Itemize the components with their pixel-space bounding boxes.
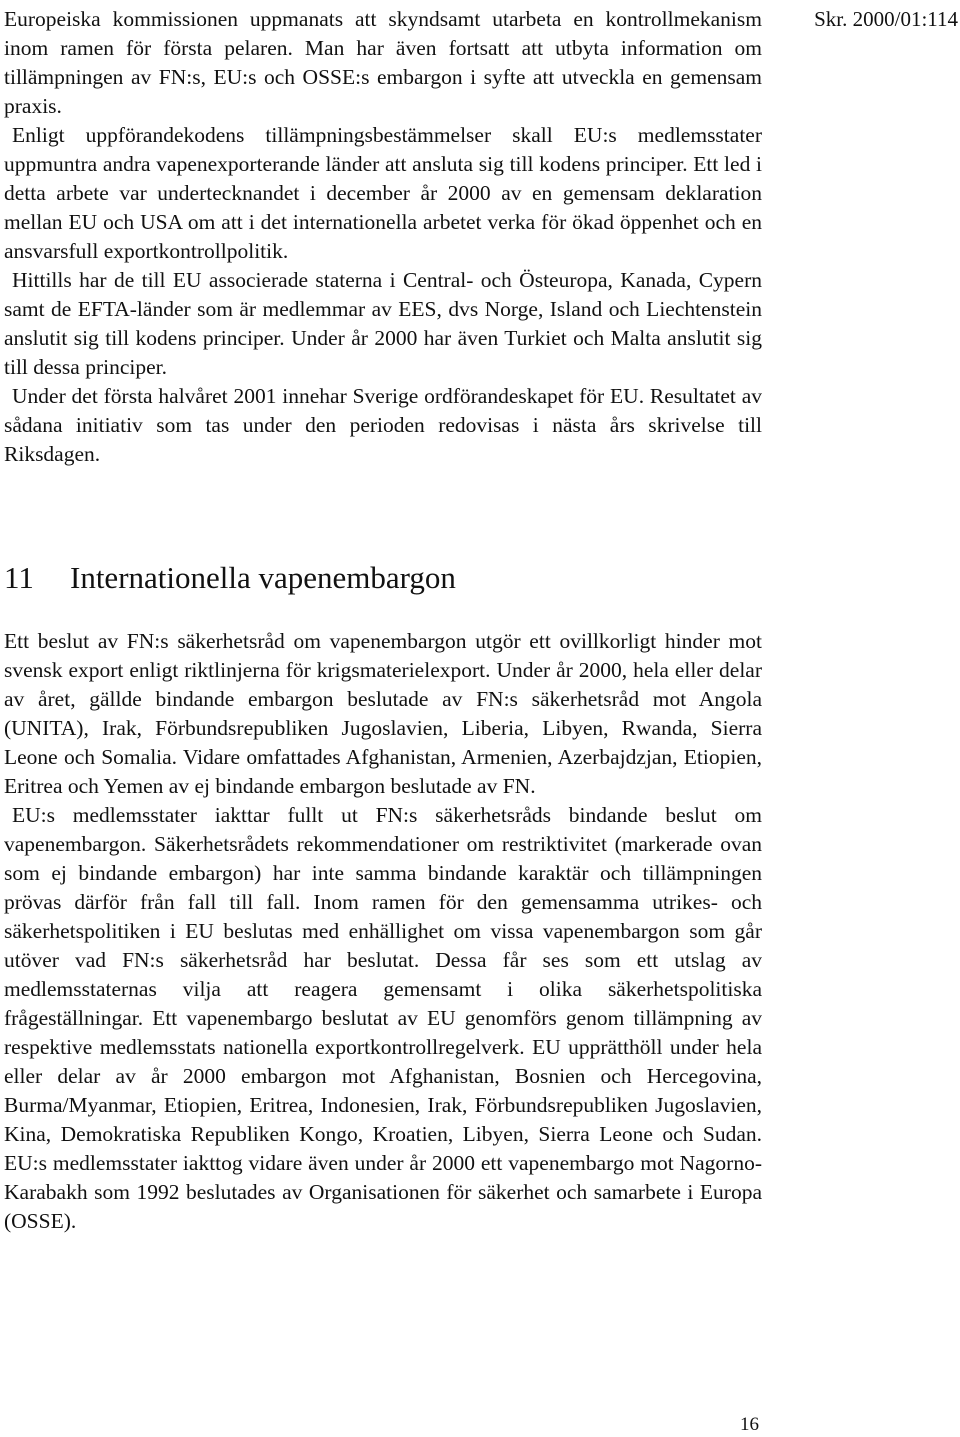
section-number: 11 xyxy=(4,560,34,595)
document-reference: Skr. 2000/01:114 xyxy=(814,7,958,31)
body-text-upper xyxy=(4,5,762,469)
body-text-lower xyxy=(4,627,762,1236)
paragraph: Ett beslut av FN:s säkerhetsråd om vapenembargon utgör ett ovillkorligt hinder mot svensk export enligt riktlinjerna för krigsmaterielexport. Under år 2000, hela eller delar av året, gällde bindande embargon beslutade av FN:s säkerhetsråd mot Angola (UNITA), Irak, Förbundsrepubliken Jugoslavien, Liberia, Libyen, Rwanda, Sierra Leone och Somalia. Vidare omfattades Afghanistan, Armenien, Azerbajdzjan, Etiopien, Eritrea och Yemen av ej bindande embargon beslutade av FN. xyxy=(4,629,762,798)
paragraph: Hittills har de till EU associerade staterna i Central- och Östeuropa, Kanada, Cypern samt de EFTA-länder som är medlemmar av EES, dvs Norge, Island och Liechtenstein anslutit sig till kodens principer. Under år 2000 har även Turkiet och Malta anslutit sig till dessa principer. xyxy=(4,268,762,379)
section-heading xyxy=(4,556,456,600)
paragraph: EU:s medlemsstater iakttar fullt ut FN:s säkerhetsråds bindande beslut om vapenembargon. Säkerhetsrådets rekommendationer om restriktivitet (markerade ovan som ej bindande embargon) har inte samma bindande karaktär och tillämpningen prövas därför från fall till fall. Inom ramen för den gemensamma utrikes- och säkerhetspolitiken i EU beslutas med enhällighet om vissa vapenembargon som går utöver vad FN:s säkerhetsråd har beslutat. Dessa får ses som ett utslag av medlemsstaternas vilja att reagera gemensamt i olika säkerhetspolitiska frågeställningar. Ett vapenembargo beslutat av EU genomförs genom tillämpning av respektive medlemsstats nationella exportkontrollregelverk. EU upprätthöll under hela eller delar av år 2000 embargon mot Afghanistan, Bosnien och Hercegovina, Burma/Myanmar, Etiopien, Eritrea, Indonesien, Irak, Förbundsrepubliken Jugoslavien, Kina, Demokratiska Republiken Kongo, Kroatien, Libyen, Sierra Leone och Sudan. EU:s medlemsstater iakttog vidare även under år 2000 ett vapenembargo mot Nagorno-Karabakh som 1992 beslutades av Organisationen för säkerhet och samarbete i Europa (OSSE). xyxy=(4,803,762,1233)
paragraph: Europeiska kommissionen uppmanats att skyndsamt utarbeta en kontrollmekanism inom ramen för första pelaren. Man har även fortsatt att utbyta information om tillämpningen av FN:s, EU:s och OSSE:s embargon i syfte att utveckla en gemensam praxis. xyxy=(4,7,762,118)
paragraph: Under det första halvåret 2001 innehar Sverige ordförandeskapet för EU. Resultatet av sådana initiativ som tas under den perioden redovisas i nästa års skrivelse till Riksdagen. xyxy=(4,384,762,466)
page-number: 16 xyxy=(740,1414,759,1435)
paragraph: Enligt uppförandekodens tillämpningsbestämmelser skall EU:s medlemsstater uppmuntra andra vapenexporterande länder att ansluta sig till kodens principer. Ett led i detta arbete var undertecknandet i december år 2000 av en gemensam deklaration mellan EU och USA om att i det internationella arbetet verka för ökad öppenhet och en ansvarsfull exportkontrollpolitik. xyxy=(4,123,762,263)
section-title: Internationella vapenembargon xyxy=(70,560,456,595)
